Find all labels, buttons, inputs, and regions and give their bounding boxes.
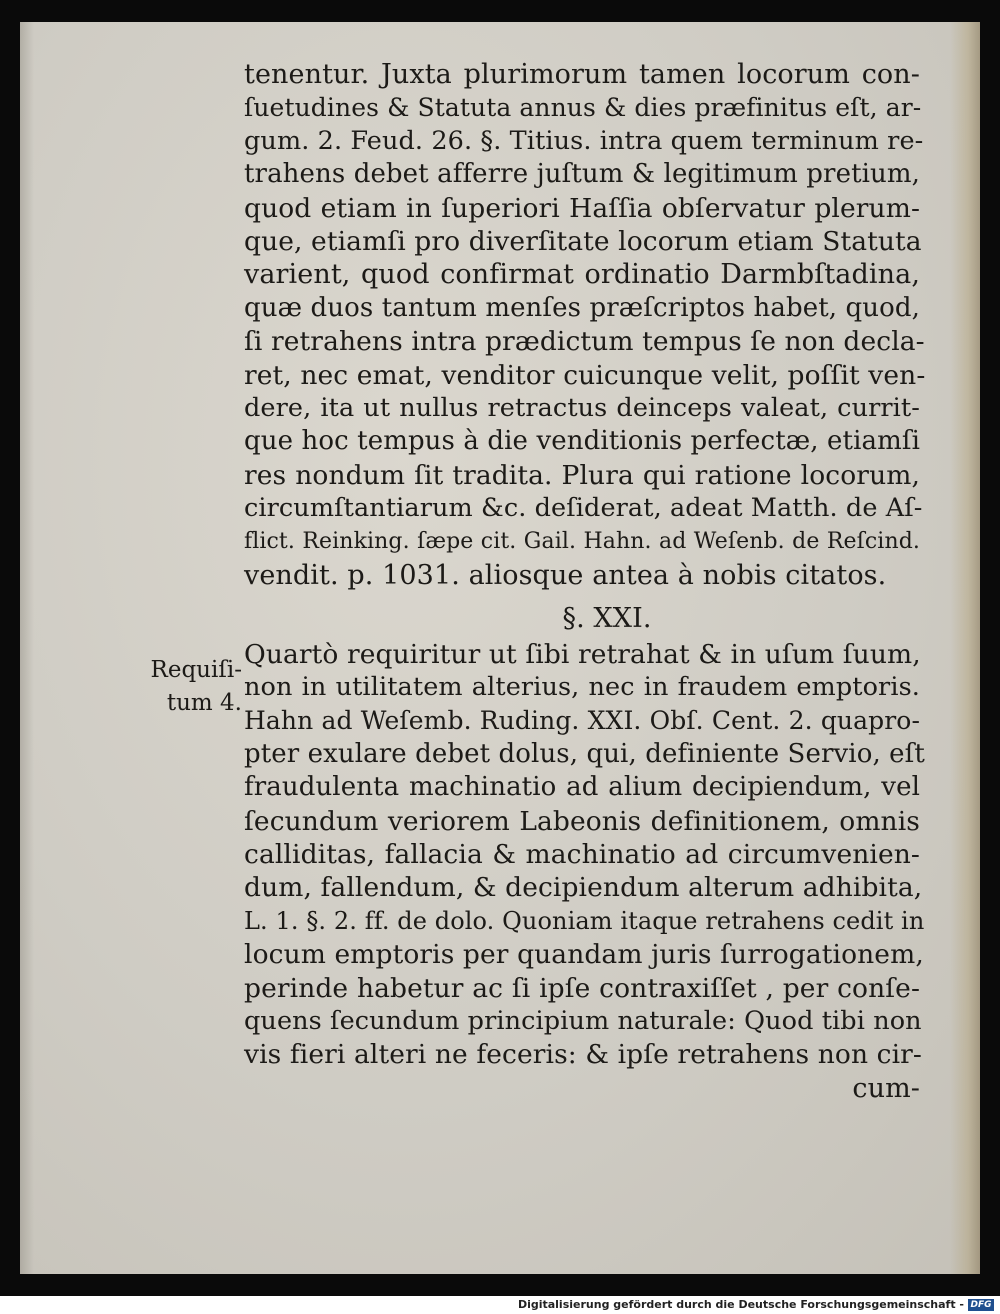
margin-note-line: Requiſi- xyxy=(150,657,242,683)
text-line: quod etiam in ſuperiori Haſſia obſervatur plerum- xyxy=(244,192,920,224)
text-line: ſi retrahens intra prædictum tempus ſe non decla- xyxy=(244,326,925,358)
text-line: res nondum ſit tradita. Plura qui ratione locorum, xyxy=(244,459,920,491)
text-line: varient, quod confirmat ordinatio Darmbſtadina, xyxy=(244,259,920,291)
margin-note xyxy=(146,654,242,721)
footer-credit: Digitalisierung gefördert durch die Deutsche Forschungsgemeinschaft - xyxy=(517,1298,964,1311)
margin-note-line: tum 4. xyxy=(166,690,242,717)
text-line: ſecundum veriorem Labeonis definitionem, omnis xyxy=(244,805,920,837)
text-line: non in utilitatem alterius, nec in fraudem emptoris. xyxy=(244,672,920,703)
digitization-footer xyxy=(0,1296,1000,1314)
text-line: dum, fallendum, & decipiendum alterum adhibita, xyxy=(244,872,923,904)
text-line: Quartò requiritur ut ſibi retrahat & in uſum ſuum, xyxy=(244,638,921,670)
page-gutter-shadow xyxy=(20,22,34,1274)
text-line: pter exulare debet dolus, qui, definiente Servio, eſt xyxy=(244,738,925,769)
text-line: trahens debet afferre juſtum & legitimum pretium, xyxy=(244,159,920,190)
text-line: ſuetudines & Statuta annus & dies præfinitus eſt, ar- xyxy=(244,93,922,123)
section-heading: §. XXI. xyxy=(562,603,652,635)
text-line: que, etiamſi pro diverſitate locorum etiam Statuta xyxy=(244,225,922,257)
text-line: dere, ita ut nullus retractus deinceps valeat, currit- xyxy=(244,392,920,423)
text-line: que hoc tempus à die venditionis perfectæ, etiamſi xyxy=(244,426,920,457)
text-line: tenentur. Juxta plurimorum tamen locorum con- xyxy=(244,59,920,90)
text-line: Hahn ad Weſemb. Ruding. XXI. Obſ. Cent. 2. quapro- xyxy=(244,706,920,736)
text-line: circumſtantiarum &c. deſiderat, adeat Matth. de Aſ- xyxy=(244,493,923,524)
page-edge-stain xyxy=(950,22,980,1274)
text-line: flict. Reinking. ſæpe cit. Gail. Hahn. ad Weſenb. de Reſcind. xyxy=(244,529,920,555)
text-line: ret, nec emat, venditor cuicunque velit, poſſit ven- xyxy=(244,359,926,391)
catchword: cum- xyxy=(852,1072,920,1104)
text-line: gum. 2. Feud. 26. §. Titius. intra quem terminum re- xyxy=(244,125,924,156)
text-line: locum emptoris per quandam juris ſurrogationem, xyxy=(244,939,924,971)
text-line: vendit. p. 1031. aliosque antea à nobis citatos. xyxy=(244,559,887,591)
text-line: fraudulenta machinatio ad alium decipiendum, vel xyxy=(244,772,920,803)
page-text xyxy=(244,58,926,1105)
text-line: calliditas, fallacia & machinatio ad circumvenien- xyxy=(244,838,920,870)
text-line: vis fieri alteri ne feceris: & ipſe retrahens non cir- xyxy=(244,1039,922,1071)
text-line: L. 1. §. 2. ff. de dolo. Quoniam itaque retrahens cedit in xyxy=(244,906,925,935)
text-line: perinde habetur ac ſi ipſe contraxiſſet , per conſe- xyxy=(244,972,920,1004)
text-line: quens ſecundum principium naturale: Quod tibi non xyxy=(244,1005,922,1036)
text-line: quæ duos tantum menſes præſcriptos habet, quod, xyxy=(244,292,920,323)
dfg-logo: DFG xyxy=(968,1299,994,1311)
